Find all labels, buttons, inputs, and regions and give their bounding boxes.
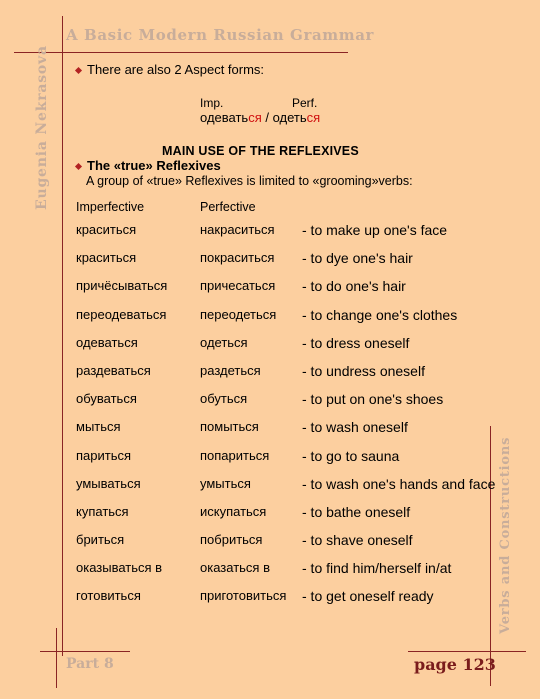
table-row bbox=[0, 419, 540, 447]
table-row bbox=[0, 560, 540, 588]
perfective-verb: переодеться bbox=[200, 306, 277, 322]
imperfective-verb: париться bbox=[76, 447, 132, 463]
column-header-perfective: Perfective bbox=[200, 200, 256, 214]
table-row bbox=[0, 363, 540, 391]
section-name: Verbs and Constructions bbox=[498, 436, 513, 634]
part-label: Part 8 bbox=[66, 656, 114, 672]
table-row bbox=[0, 391, 540, 419]
author-name: Eugenia Nekrasova bbox=[34, 45, 50, 210]
verb-meaning: - to change one's clothes bbox=[302, 306, 458, 323]
aspect-separator: / bbox=[261, 110, 273, 125]
frame-line-bottom-left bbox=[40, 651, 130, 652]
table-row bbox=[0, 335, 540, 363]
imperfective-verb: раздеваться bbox=[76, 362, 151, 378]
imp-suffix: ся bbox=[248, 110, 262, 125]
table-row bbox=[0, 307, 540, 335]
bullet-diamond-icon bbox=[75, 67, 82, 74]
imp-stem: одевать bbox=[200, 110, 249, 125]
table-row bbox=[0, 588, 540, 616]
imperfective-verb: переодеваться bbox=[76, 306, 167, 322]
verb-meaning: - to dress oneself bbox=[302, 334, 410, 351]
intro-text: There are also 2 Aspect forms: bbox=[87, 62, 265, 77]
verb-meaning: - to dye one's hair bbox=[302, 250, 413, 267]
book-title: A Basic Modern Russian Grammar bbox=[66, 26, 375, 44]
verb-meaning: - to find him/herself in/at bbox=[302, 560, 452, 577]
imperfective-verb: краситься bbox=[76, 250, 137, 266]
aspect-forms bbox=[200, 110, 320, 125]
subsection-heading bbox=[76, 158, 221, 173]
imperfective-verb: одеваться bbox=[76, 334, 138, 350]
verb-meaning: - to shave oneself bbox=[302, 532, 413, 549]
table-row bbox=[0, 476, 540, 504]
verb-meaning: - to do one's hair bbox=[302, 278, 406, 295]
perfective-verb: умыться bbox=[200, 475, 251, 491]
perf-stem: одеть bbox=[272, 110, 307, 125]
verb-table bbox=[0, 222, 540, 617]
perfective-verb: искупаться bbox=[200, 503, 267, 519]
verb-meaning: - to get oneself ready bbox=[302, 588, 434, 605]
description: A group of «true» Reflexives is limited to «grooming»verbs: bbox=[86, 174, 413, 188]
perfective-verb: обуться bbox=[200, 391, 248, 407]
table-row bbox=[0, 504, 540, 532]
column-header-imperfective: Imperfective bbox=[76, 200, 145, 214]
verb-meaning: - to put on one's shoes bbox=[302, 391, 444, 408]
perf-suffix: ся bbox=[306, 110, 321, 125]
perfective-verb: одеться bbox=[200, 334, 248, 350]
verb-meaning: - to undress oneself bbox=[302, 362, 425, 379]
imperfective-verb: умываться bbox=[76, 475, 141, 491]
table-row bbox=[0, 250, 540, 278]
imperfective-verb: причёсываться bbox=[76, 278, 168, 294]
imperfective-verb: купаться bbox=[76, 503, 129, 519]
verb-meaning: - to wash one's hands and face bbox=[302, 475, 496, 492]
perfective-verb: приготовиться bbox=[200, 588, 287, 604]
imperfective-verb: мыться bbox=[76, 419, 121, 435]
perfective-verb: причесаться bbox=[200, 278, 276, 294]
imperfective-verb: обуваться bbox=[76, 391, 137, 407]
imperfective-verb: краситься bbox=[76, 222, 137, 237]
subsection-heading-text: The «true» Reflexives bbox=[87, 158, 221, 173]
verb-meaning: - to bathe oneself bbox=[302, 503, 411, 520]
perfective-verb: оказаться в bbox=[200, 560, 270, 576]
perfective-verb: раздеться bbox=[200, 362, 261, 378]
perfective-verb: накраситься bbox=[200, 222, 275, 237]
page-number: page 123 bbox=[414, 655, 496, 674]
bullet-diamond-icon bbox=[75, 163, 82, 170]
section-heading: MAIN USE OF THE REFLEXIVES bbox=[162, 144, 359, 158]
frame-line-bottom-right bbox=[408, 651, 526, 652]
imperfective-verb: оказываться в bbox=[76, 560, 163, 576]
frame-line-left-bottom bbox=[56, 628, 57, 688]
verb-meaning: - to go to sauna bbox=[302, 447, 400, 464]
imperfective-verb: бриться bbox=[76, 532, 125, 548]
perfective-verb: помыться bbox=[200, 419, 259, 435]
table-row bbox=[0, 448, 540, 476]
table-row bbox=[0, 222, 540, 250]
intro-line bbox=[76, 62, 264, 77]
table-row bbox=[0, 278, 540, 306]
table-row bbox=[0, 532, 540, 560]
perf-label: Perf. bbox=[292, 96, 318, 110]
verb-meaning: - to wash oneself bbox=[302, 419, 408, 436]
perfective-verb: побриться bbox=[200, 532, 263, 548]
imperfective-verb: готовиться bbox=[76, 588, 141, 604]
verb-meaning: - to make up one's face bbox=[302, 222, 448, 238]
perfective-verb: покраситься bbox=[200, 250, 275, 266]
perfective-verb: попариться bbox=[200, 447, 270, 463]
imp-label: Imp. bbox=[200, 96, 224, 110]
frame-line-top bbox=[14, 52, 348, 53]
